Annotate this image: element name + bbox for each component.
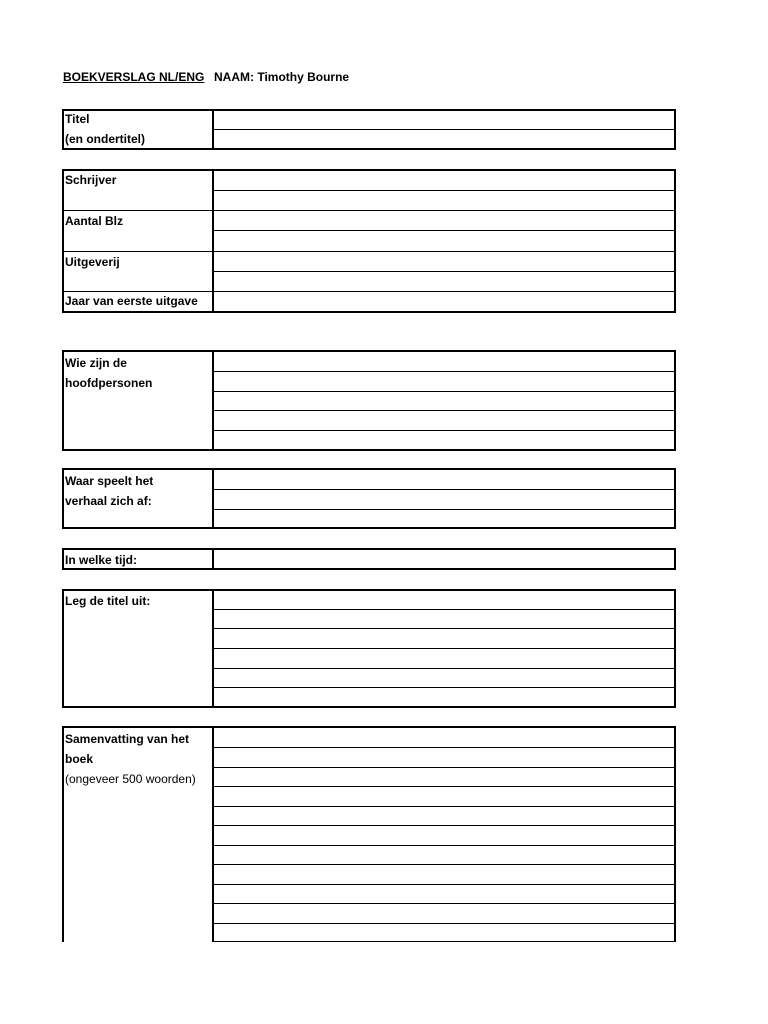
pages-label: Aantal Blz [65,214,124,228]
setting-time-label-cell [64,550,214,568]
setting-place-label-line1: Waar speelt het [65,474,154,488]
publisher-extra-cell [64,272,214,292]
publisher-label: Uitgeverij [65,255,120,269]
answer-line [214,747,674,748]
answer-line [214,628,674,629]
main-characters-label-cell [64,352,214,449]
answer-line [214,903,674,904]
answer-line [214,845,674,846]
summary-label-cell [64,728,214,942]
main-characters-label-line2: hoofdpersonen [65,376,153,390]
row-divider [64,210,674,211]
summary-word-count-note: (ongeveer 500 woorden) [65,772,196,786]
pages-label-cell [64,211,214,231]
answer-line [214,687,674,688]
answer-line [214,806,674,807]
summary-label-line2: boek [65,752,94,766]
summary-section [62,726,676,942]
answer-line [214,609,674,610]
setting-place-section [62,468,676,529]
row-divider [64,251,674,252]
title-section [62,109,676,150]
answer-line [214,668,674,669]
document-header [63,70,350,84]
setting-place-label-line2: verhaal zich af: [65,494,152,508]
row-divider [214,230,674,231]
title-explanation-label-cell [64,591,214,706]
subtitle-label: (en ondertitel) [65,132,145,146]
setting-time-label: In welke tijd: [65,553,138,567]
answer-line [214,509,674,510]
answer-line [214,391,674,392]
answer-line [214,786,674,787]
book-details-section [62,169,676,313]
answer-line [214,864,674,865]
author-label-cell [64,171,214,191]
answer-line [214,767,674,768]
year-label-cell [64,292,214,311]
first-edition-year-label: Jaar van eerste uitgave [65,294,198,308]
author-extra-cell [64,191,214,211]
answer-line [214,430,674,431]
row-divider [214,190,674,191]
title-label-cell [64,111,214,148]
answer-line [214,371,674,372]
row-divider [214,271,674,272]
title-answer-field[interactable] [214,111,674,129]
report-title: BOEKVERSLAG NL/ENG [63,70,205,84]
answer-line [214,884,674,885]
publisher-label-cell [64,252,214,272]
summary-label-line1: Samenvatting van het [65,732,190,746]
main-characters-label-line1: Wie zijn de [65,356,127,370]
answer-line [214,825,674,826]
answer-line [214,923,674,924]
subtitle-answer-field[interactable] [214,130,674,148]
student-name: NAAM: Timothy Bourne [214,70,350,84]
author-label: Schrijver [65,173,117,187]
title-explanation-label: Leg de titel uit: [65,594,151,608]
pages-extra-cell [64,231,214,252]
title-label: Titel [65,112,90,126]
setting-time-section [62,548,676,570]
row-divider [64,291,674,292]
answer-line [214,648,674,649]
answer-line [214,941,674,942]
answer-line [214,489,674,490]
main-characters-section [62,350,676,451]
answer-line [214,410,674,411]
setting-place-label-cell [64,470,214,527]
title-explanation-section [62,589,676,708]
